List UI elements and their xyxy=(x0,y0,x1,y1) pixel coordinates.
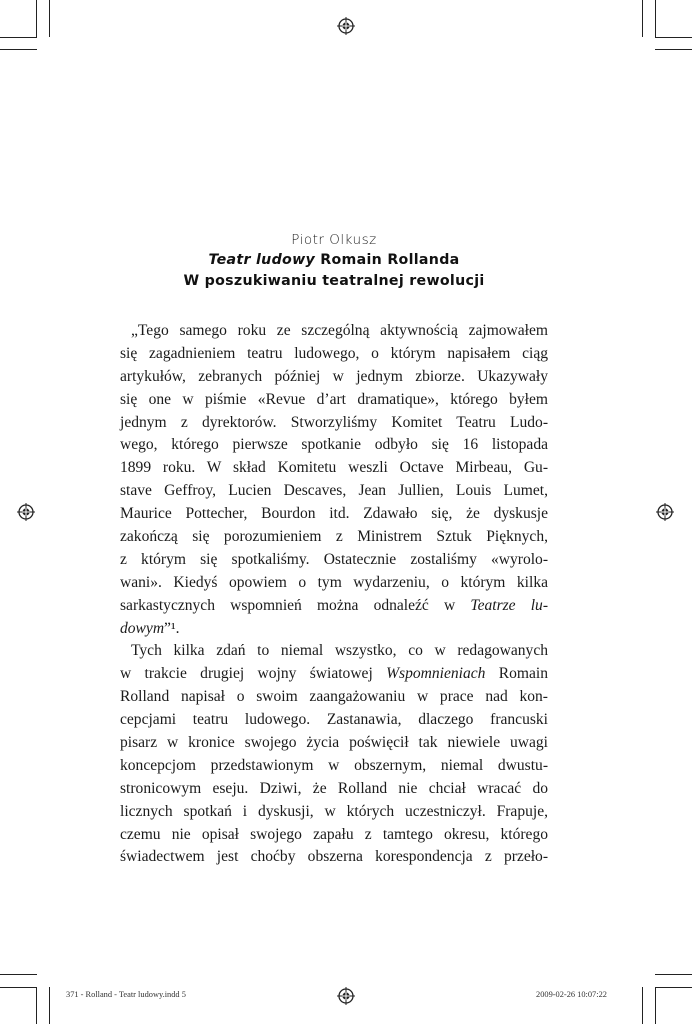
text-line: licznych spotkań i dyskusji, w których uczestniczył. Frapuje, xyxy=(120,802,548,820)
article-title xyxy=(120,250,548,271)
text-line: „Tego samego roku ze szczególną aktywnością zajmowałem xyxy=(131,322,548,339)
crop-mark xyxy=(655,0,656,37)
text-line: koncepcjom przedstawionym w obszernym, niemal dwustu- xyxy=(120,756,548,774)
text-line: Maurice Pottecher, Bourdon itd. Zdawało się, że dyskusje xyxy=(120,505,548,523)
text-line: zakończą się porozumieniem z Ministrem Sztuk Pięknych, xyxy=(120,528,548,546)
title-rest: Romain Rollanda xyxy=(315,252,460,268)
crop-mark xyxy=(655,37,692,38)
crop-mark xyxy=(0,974,37,975)
crop-mark xyxy=(36,987,37,1024)
text-line xyxy=(120,595,548,618)
crop-mark xyxy=(655,987,656,1024)
text-line: czemu nie opisał swojego zapału z tamtego okresu, którego xyxy=(120,825,548,843)
text-line: pisarz w kronice swojego życia poświęcił tak niewiele uwagi xyxy=(120,734,548,752)
article-heading xyxy=(120,231,548,292)
author-name: Piotr Olkusz xyxy=(291,232,377,248)
registration-mark-icon xyxy=(17,503,35,521)
text-line xyxy=(120,618,548,641)
text-line: Rolland napisał o swoim zaangażowaniu w prace nad kon- xyxy=(120,688,548,706)
registration-mark-icon xyxy=(656,503,674,521)
crop-mark xyxy=(642,987,643,1024)
crop-mark xyxy=(655,987,692,988)
text-line: stave Geffroy, Lucien Descaves, Jean Jullien, Louis Lumet, xyxy=(120,482,548,500)
book-title-italic: dowym xyxy=(120,619,165,637)
text-line: stronicowym eseju. Dziwi, że Rolland nie chciał wracać do xyxy=(120,779,548,797)
slug-filename: 371 - Rolland - Teatr ludowy.indd 5 xyxy=(66,990,186,999)
crop-mark xyxy=(49,987,50,1024)
crop-mark xyxy=(36,0,37,37)
text-line: Tych kilka zdań to niemal wszystko, co w redagowanych xyxy=(131,642,548,660)
crop-mark xyxy=(0,987,37,988)
crop-mark xyxy=(49,0,50,37)
crop-mark xyxy=(0,37,37,38)
text-segment: w trakcie drugiej wojny światowej xyxy=(120,665,387,683)
text-line: się one w piśmie «Revue d’art dramatique», którego byłem xyxy=(120,390,548,408)
text-line: artykułów, zebranych później w jednym zbiorze. Ukazywały xyxy=(120,367,548,385)
text-line: się zagadnieniem teatru ludowego, o którym napisałem ciąg xyxy=(120,344,548,362)
text-line: 1899 roku. W skład Komitetu weszli Octave Mirbeau, Gu- xyxy=(120,459,548,477)
slug-timestamp: 2009-02-26 10:07:22 xyxy=(536,990,607,999)
registration-mark-icon xyxy=(337,17,355,35)
crop-mark xyxy=(655,974,692,975)
book-title-italic: Wspomnieniach xyxy=(386,665,486,683)
book-title-italic: Teatrze lu- xyxy=(470,596,549,614)
body-text xyxy=(120,320,548,869)
text-line: z którym się spotkaliśmy. Ostatecznie zostaliśmy «wyrolo- xyxy=(120,550,548,568)
registration-mark-icon xyxy=(337,987,355,1005)
text-line: jednym z dyrektorów. Stworzyliśmy Komitet Teatru Ludo- xyxy=(120,413,548,431)
text-line: wego, którego pierwsze spotkanie odbyło się 16 listopada xyxy=(120,436,548,454)
text-segment: sarkastycznych wspomnień można odnaleźć w xyxy=(120,596,471,614)
footnote-ref: ”¹. xyxy=(164,619,180,637)
text-segment: Romain xyxy=(485,665,548,683)
text-line: cepcjami teatru ludowego. Zastanawia, dlaczego francuski xyxy=(120,711,548,729)
crop-mark xyxy=(642,0,643,37)
crop-mark xyxy=(0,49,37,50)
text-line: świadectwem jest choćby obszerna korespondencja z przeło- xyxy=(120,848,548,866)
title-italic: Teatr ludowy xyxy=(208,252,316,268)
text-line: wani». Kiedyś opowiem o tym wydarzeniu, o którym kilka xyxy=(120,573,548,591)
text-line xyxy=(120,663,548,686)
article-subtitle: W poszukiwaniu teatralnej rewolucji xyxy=(183,273,485,289)
crop-mark xyxy=(655,49,692,50)
